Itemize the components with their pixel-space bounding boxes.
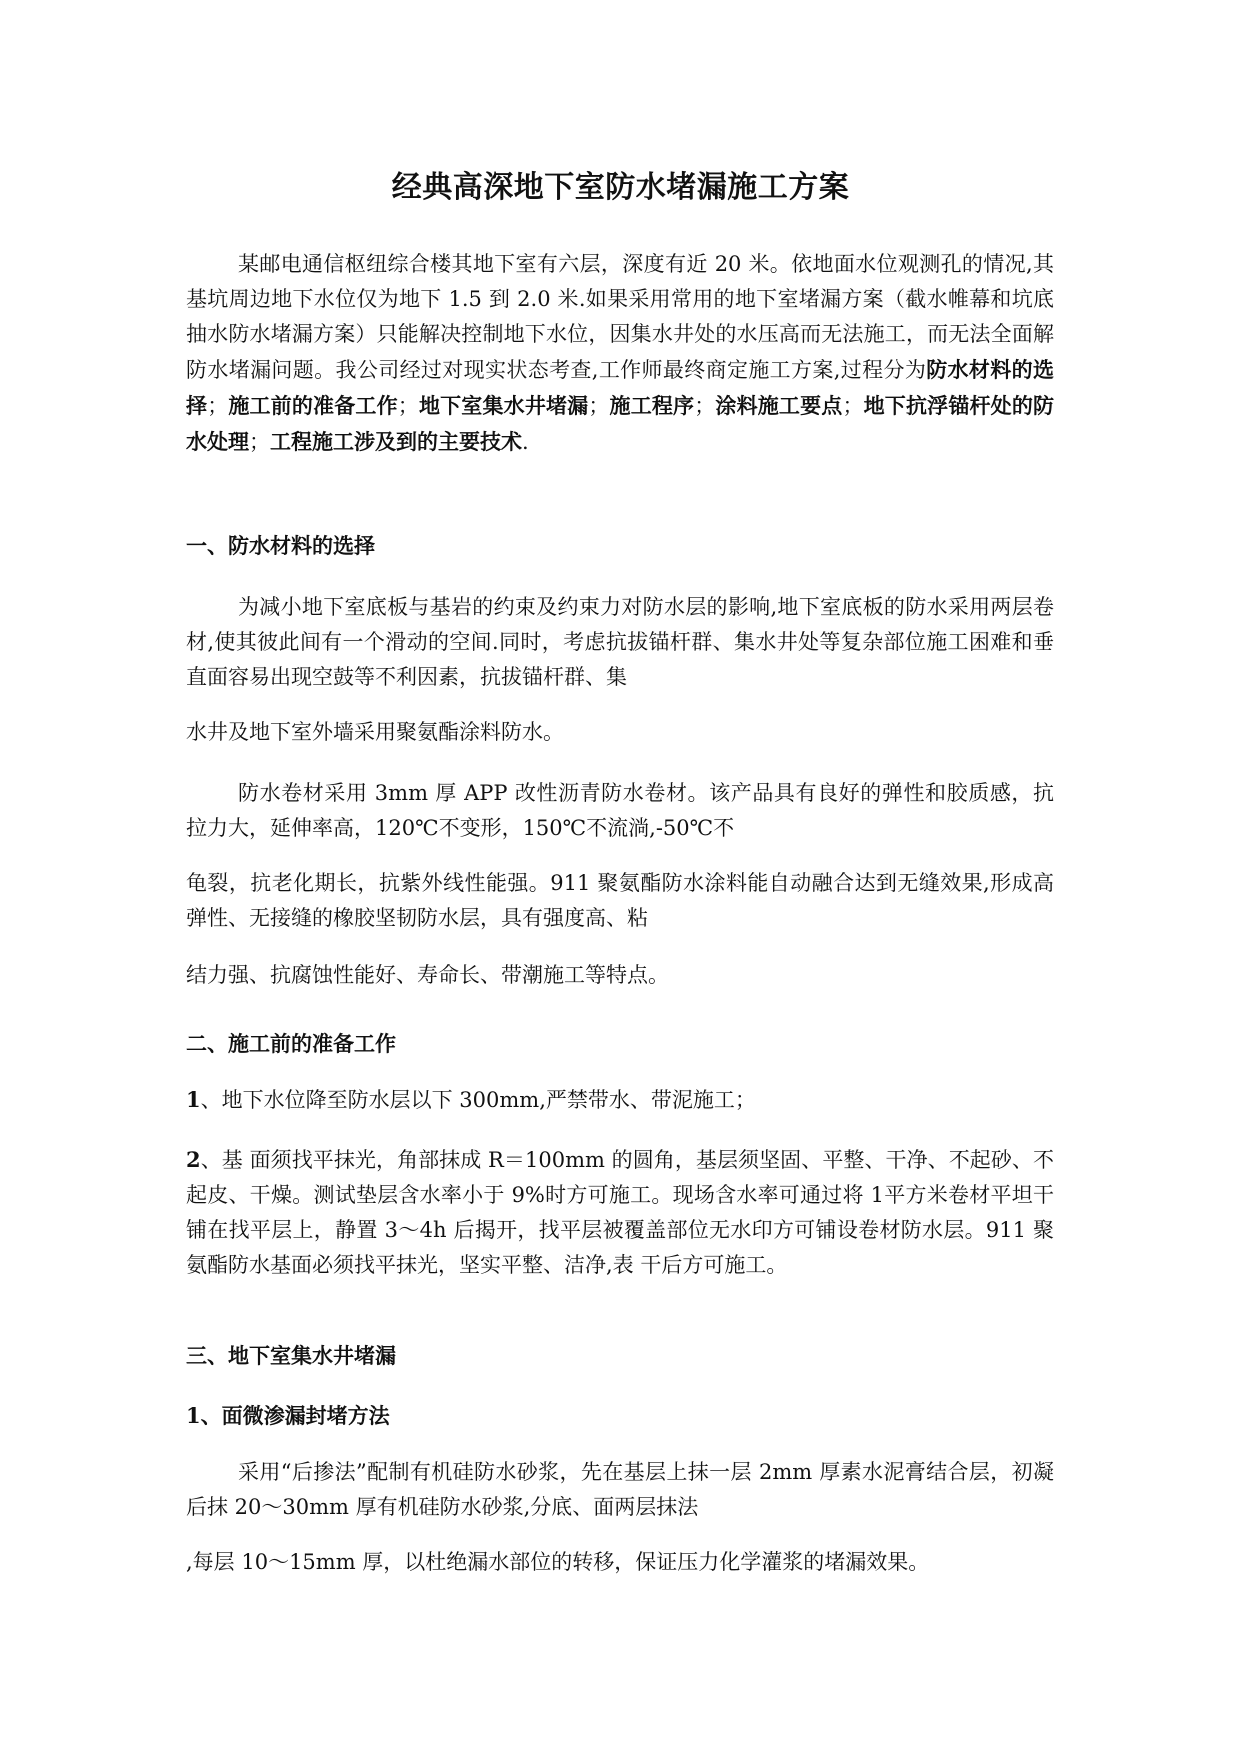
intro-separator: ；: [588, 394, 610, 418]
intro-keyword-2: 施工前的准备工作: [228, 393, 398, 418]
intro-keyword-7: 工程施工涉及到的主要技术: [270, 429, 522, 454]
section-2-item-2: [186, 1142, 1054, 1283]
intro-keyword-3: 地下室集水井堵漏: [418, 393, 589, 418]
item-text: 、地下水位降至防水层以下 300mm,严禁带水、带泥施工；: [200, 1088, 756, 1112]
item-number: 2: [186, 1147, 201, 1172]
intro-end: .: [522, 430, 529, 454]
intro-text: 某邮电通信枢纽综合楼其地下室有六层，深度有近 20 米。依地面水位观测孔的情况,其基坑周边地下水位仅为地下 1.5 到 2.0 米.如果采用常用的地下室堵漏方案（截水帷幕和坑底抽水防水堵漏方案）只能解决控制地下水位，因集水井处的水压高而无法施工，而无法全面解防水堵漏问题。我公司经过对现实状态考查,工作师最终商定施工方案,过程分为: [186, 252, 1054, 382]
section-2-heading: 二、施工前的准备工作: [186, 1031, 396, 1056]
intro-keyword-4: 施工程序: [609, 393, 695, 418]
section-1-paragraph-1: 为减小地下室底板与基岩的约束及约束力对防水层的影响,地下室底板的防水采用两层卷材,使其彼此间有一个滑动的空间.同时，考虑抗拔锚杆群、集水井处等复杂部位施工困难和垂直面容易出现空鼓等不利因素，抗拔锚杆群、集: [186, 595, 1054, 689]
item-text: 、基 面须找平抹光，角部抹成 R＝100mm 的圆角，基层须坚固、平整、干净、不起砂、不起皮、干燥。测试垫层含水率小于 9%时方可施工。现场含水率可通过将 1平方米卷材平坦干铺在找平层上，静置 3～4h 后揭开，找平层被覆盖部位无水印方可铺设卷材防水层。911 聚氨酯防水基面必须找平抹光，坚实平整、洁净,表 干后方可施工。: [186, 1148, 1054, 1277]
intro-paragraph: [186, 247, 1054, 460]
intro-keyword-1: 防水材料的选择: [186, 357, 1054, 418]
section-1-paragraph-2: 防水卷材采用 3mm 厚 APP 改性沥青防水卷材。该产品具有良好的弹性和胶质感，抗拉力大，延伸率高，120℃不变形，150℃不流淌,-50℃不: [186, 781, 1054, 840]
section-2-item-1: [186, 1082, 1054, 1118]
section-3-paragraph-1: 采用“后掺法”配制有机硅防水砂浆，先在基层上抹一层 2mm 厚素水泥膏结合层，初凝后抹 20～30mm 厚有机硅防水砂浆,分底、面两层抹法: [186, 1460, 1054, 1519]
intro-separator: ；: [694, 394, 716, 418]
item-number: 1: [186, 1087, 201, 1112]
section-3-subheading-1: 1、面微渗漏封堵方法: [186, 1403, 390, 1428]
intro-keyword-6: 地下抗浮锚杆处的防水处理: [186, 393, 1055, 454]
section-1-heading: 一、防水材料的选择: [186, 533, 375, 558]
section-1-paragraph-1-continued: 水井及地下室外墙采用聚氨酯涂料防水。: [186, 720, 564, 744]
intro-separator: ；: [397, 394, 419, 418]
section-1-paragraph-2-continued: 龟裂，抗老化期长，抗紫外线性能强。911 聚氨酯防水涂料能自动融合达到无缝效果,形成高弹性、无接缝的橡胶坚韧防水层，具有强度高、粘: [186, 871, 1054, 930]
section-3-paragraph-1-continued: ,每层 10～15mm 厚，以杜绝漏水部位的转移，保证压力化学灌浆的堵漏效果。: [186, 1550, 930, 1574]
intro-separator: ；: [249, 430, 270, 454]
section-3-heading: 三、地下室集水井堵漏: [186, 1343, 396, 1368]
intro-keyword-5: 涂料施工要点: [715, 393, 843, 418]
intro-separator: ；: [207, 394, 229, 418]
intro-separator: ；: [842, 394, 864, 418]
document-title: 经典高深地下室防水堵漏施工方案: [391, 170, 850, 205]
section-1-paragraph-2-end: 结力强、抗腐蚀性能好、寿命长、带潮施工等特点。: [186, 963, 669, 987]
